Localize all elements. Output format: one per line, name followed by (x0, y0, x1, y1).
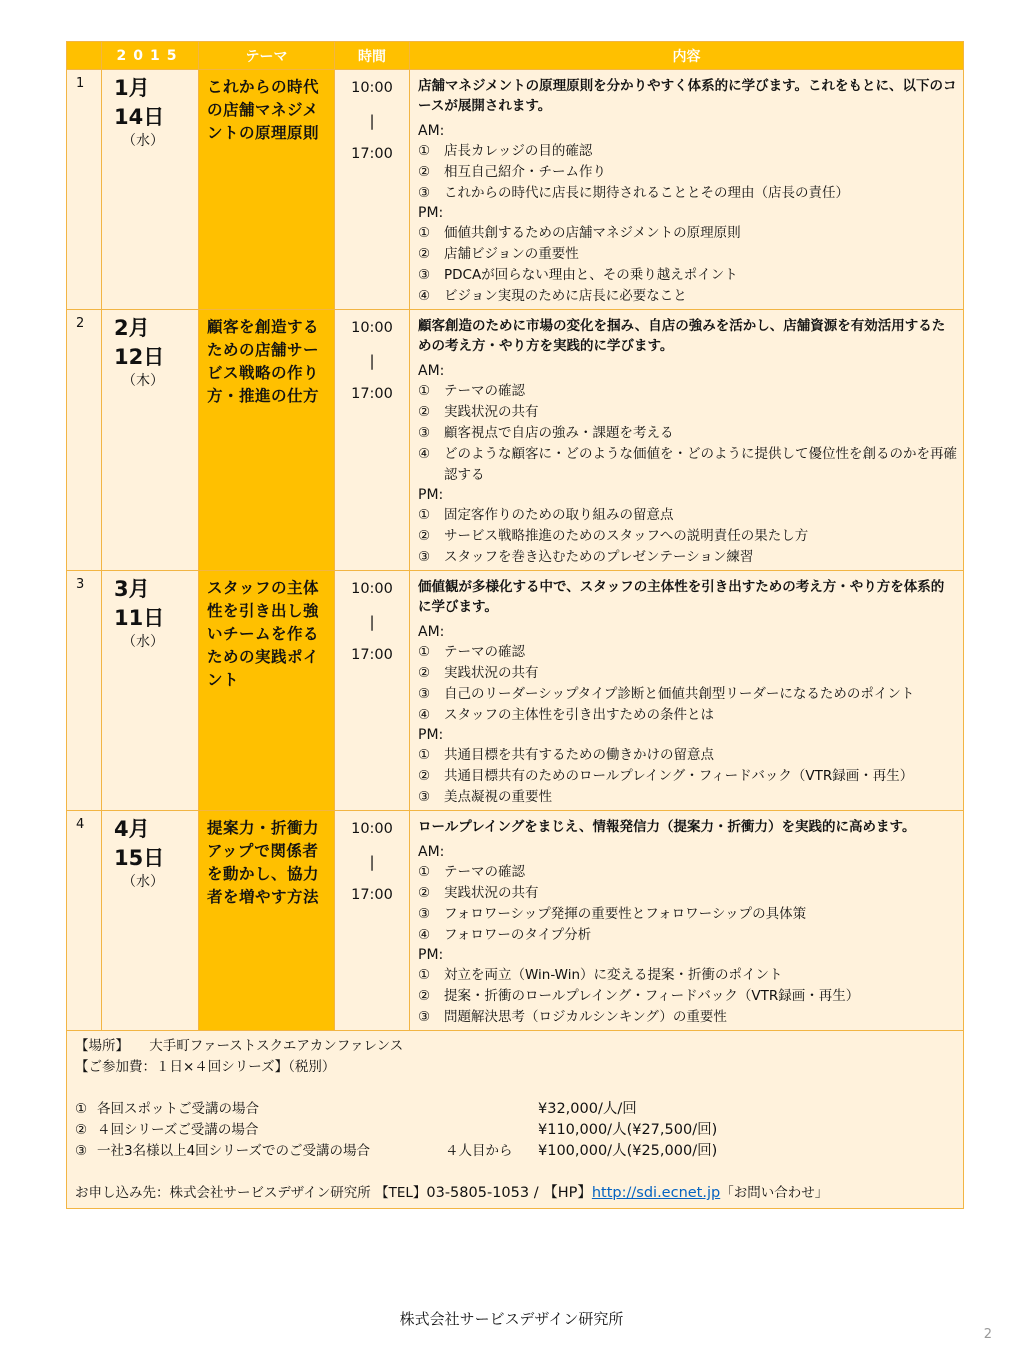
price-value: ¥32,000/人/回 (538, 1101, 637, 1117)
item-text: 相互自己紹介・チーム作り (444, 164, 606, 180)
time-separator: | (369, 112, 375, 130)
item-text: 提案・折衝のロールプレイング・フィードバック（VTR録画・再生） (444, 988, 860, 1004)
item-text: 自己のリーダーシップタイプ診断と価値共創型リーダーになるためのポイント (444, 686, 915, 702)
header-content: 内容 (410, 42, 964, 70)
price-list (75, 1099, 955, 1162)
session-row (67, 70, 964, 310)
session-number: 2 (67, 310, 102, 571)
item-text: 実践状況の共有 (444, 885, 539, 901)
pm-item (418, 265, 957, 286)
item-marker: ③ (418, 1009, 431, 1025)
item-text: 実践状況の共有 (444, 404, 539, 420)
session-content (410, 571, 964, 811)
session-number: 4 (67, 811, 102, 1031)
am-item (418, 141, 957, 162)
pm-label: PM: (418, 487, 444, 503)
header-number-cell (67, 42, 102, 70)
item-marker: ② (418, 988, 431, 1004)
contact-prefix: お申し込み先：株式会社サービスデザイン研究所 【TEL】 (75, 1185, 427, 1201)
item-text: PDCAが回らない理由と、その乗り越えポイント (444, 267, 738, 283)
item-text: 価値共創するための店舗マネジメントの原理原則 (444, 225, 741, 241)
session-number: 1 (67, 70, 102, 310)
session-weekday: （木） (122, 373, 164, 389)
header-time: 時間 (335, 42, 410, 70)
item-marker: ① (418, 143, 431, 159)
price-label: 各回スポットご受講の場合 (97, 1101, 259, 1117)
session-weekday: （水） (122, 634, 164, 650)
pm-item (418, 547, 957, 568)
session-lead: ロールプレイングをまじえ、情報発信力（提案力・折衝力）を実践的に高めます。 (418, 819, 916, 835)
session-date (102, 571, 199, 811)
am-item (418, 705, 957, 726)
session-theme: 提案力・折衝力アップで関係者を動かし、協力者を増やす方法 (199, 811, 335, 1031)
item-text: 店舗ビジョンの重要性 (444, 246, 579, 262)
session-time (335, 811, 410, 1031)
contact-line (75, 1183, 955, 1204)
am-label: AM: (418, 844, 445, 860)
am-item (418, 423, 957, 444)
session-weekday: （水） (122, 874, 164, 890)
session-content (410, 310, 964, 571)
pm-item (418, 286, 957, 307)
contact-suffix: 「お問い合わせ」 (720, 1185, 829, 1201)
pm-item (418, 505, 957, 526)
item-text: 共通目標共有のためのロールプレイング・フィードバック（VTR録画・再生） (444, 768, 914, 784)
session-number: 3 (67, 571, 102, 811)
price-note (445, 1099, 538, 1120)
session-month: 4月 (114, 817, 150, 841)
session-date (102, 70, 199, 310)
price-row (75, 1120, 955, 1141)
session-lead: 店舗マネジメントの原理原則を分かりやすく体系的に学びます。これをもとに、以下のコースが展開されます。 (418, 78, 957, 114)
item-marker: ④ (418, 446, 431, 462)
item-marker: ② (418, 665, 431, 681)
item-marker: ③ (418, 686, 431, 702)
pm-item (418, 965, 957, 986)
item-marker: ② (418, 885, 431, 901)
item-marker: ① (418, 967, 431, 983)
session-lead: 価値観が多様化する中で、スタッフの主体性を引き出すための考え方・やり方を体系的に学びます。 (418, 579, 945, 615)
item-marker: ① (418, 644, 431, 660)
pm-item (418, 526, 957, 547)
session-content (410, 70, 964, 310)
time-end: 17:00 (351, 887, 393, 903)
item-marker: ③ (418, 549, 431, 565)
company-name: 株式会社サービスデザイン研究所 (399, 1310, 624, 1328)
session-weekday: （水） (122, 133, 164, 149)
session-theme: 顧客を創造するための店舗サービス戦略の作り方・推進の仕方 (199, 310, 335, 571)
schedule-table (66, 41, 964, 1209)
item-text: 対立を両立（Win-Win）に変える提案・折衝のポイント (444, 967, 783, 983)
session-row (67, 571, 964, 811)
item-marker: ② (418, 528, 431, 544)
am-item (418, 925, 957, 946)
item-marker: ③ (418, 906, 431, 922)
price-note (445, 1120, 538, 1141)
pm-item (418, 244, 957, 265)
session-day: 15日 (114, 846, 165, 870)
item-text: テーマの確認 (444, 383, 525, 399)
price-value: ¥100,000/人(¥25,000/回) (538, 1143, 718, 1159)
price-marker: ③ (75, 1143, 88, 1159)
am-item (418, 444, 957, 486)
item-text: これからの時代に店長に期待されることとその理由（店長の責任） (444, 185, 849, 201)
am-item (418, 381, 957, 402)
item-text: フォロワーのタイプ分析 (444, 927, 592, 943)
table-header-row (67, 42, 964, 70)
session-day: 12日 (114, 345, 165, 369)
session-month: 2月 (114, 316, 150, 340)
venue-line: 【場所】 大手町ファーストスクエアカンファレンス (75, 1038, 404, 1054)
item-text: 共通目標を共有するための働きかけの留意点 (444, 747, 714, 763)
item-marker: ④ (418, 927, 431, 943)
am-item (418, 642, 957, 663)
item-text: どのような顧客に・どのような価値を・どのように提供して優位性を創るのかを再確認する (444, 446, 957, 483)
item-marker: ③ (418, 267, 431, 283)
time-start: 10:00 (351, 821, 393, 837)
time-end: 17:00 (351, 647, 393, 663)
session-row (67, 310, 964, 571)
item-text: 実践状況の共有 (444, 665, 539, 681)
item-marker: ③ (418, 185, 431, 201)
price-row (75, 1141, 955, 1162)
item-marker: ① (418, 747, 431, 763)
homepage-link[interactable]: http://sdi.ecnet.jp (591, 1185, 721, 1201)
item-text: ビジョン実現のために店長に必要なこと (444, 288, 687, 304)
item-marker: ① (418, 864, 431, 880)
am-label: AM: (418, 624, 445, 640)
page-number: 2 (983, 1327, 992, 1342)
am-item (418, 183, 957, 204)
pm-label: PM: (418, 727, 444, 743)
am-item (418, 402, 957, 423)
pm-item (418, 986, 957, 1007)
item-text: 固定客作りのための取り組みの留意点 (444, 507, 674, 523)
price-value: ¥110,000/人(¥27,500/回) (538, 1122, 718, 1138)
session-theme: これからの時代の店舗マネジメントの原理原則 (199, 70, 335, 310)
item-text: テーマの確認 (444, 644, 525, 660)
item-marker: ③ (418, 425, 431, 441)
item-text: 顧客視点で自店の強み・課題を考える (444, 425, 674, 441)
session-day: 14日 (114, 105, 165, 129)
pm-item (418, 745, 957, 766)
item-marker: ② (418, 164, 431, 180)
time-separator: | (369, 853, 375, 871)
am-item (418, 862, 957, 883)
session-day: 11日 (114, 606, 165, 630)
session-time (335, 310, 410, 571)
item-text: 美点凝視の重要性 (444, 789, 552, 805)
item-text: スタッフの主体性を引き出すための条件とは (444, 707, 714, 723)
info-footer (67, 1031, 964, 1209)
session-month: 3月 (114, 577, 150, 601)
contact-tel: 03-5805-1053 (426, 1185, 530, 1201)
time-start: 10:00 (351, 80, 393, 96)
item-marker: ② (418, 246, 431, 262)
item-marker: ② (418, 768, 431, 784)
price-note: ４人目から (445, 1143, 513, 1159)
price-label: 一社3名様以上4回シリーズでのご受講の場合 (97, 1143, 371, 1159)
pm-label: PM: (418, 205, 444, 221)
time-start: 10:00 (351, 581, 393, 597)
item-marker: ① (418, 383, 431, 399)
am-label: AM: (418, 123, 445, 139)
session-content (410, 811, 964, 1031)
session-date (102, 811, 199, 1031)
time-start: 10:00 (351, 320, 393, 336)
item-marker: ① (418, 225, 431, 241)
price-label: ４回シリーズご受講の場合 (97, 1122, 259, 1138)
price-marker: ① (75, 1101, 88, 1117)
time-separator: | (369, 352, 375, 370)
session-date (102, 310, 199, 571)
item-marker: ② (418, 404, 431, 420)
am-label: AM: (418, 363, 445, 379)
item-text: 問題解決思考（ロジカルシンキング）の重要性 (444, 1009, 727, 1025)
item-marker: ① (418, 507, 431, 523)
item-text: スタッフを巻き込むためのプレゼンテーション練習 (444, 549, 754, 565)
am-item (418, 684, 957, 705)
item-text: テーマの確認 (444, 864, 525, 880)
header-year: 2015 (102, 42, 199, 70)
session-time (335, 70, 410, 310)
am-item (418, 904, 957, 925)
price-row (75, 1099, 955, 1120)
time-end: 17:00 (351, 146, 393, 162)
session-lead: 顧客創造のために市場の変化を掴み、自店の強みを活かし、店舗資源を有効活用するための考え方・やり方を実践的に学びます。 (418, 318, 946, 354)
pm-item (418, 223, 957, 244)
session-time (335, 571, 410, 811)
item-text: フォロワーシップ発揮の重要性とフォロワーシップの具体策 (444, 906, 807, 922)
pm-item (418, 766, 957, 787)
session-row (67, 811, 964, 1031)
time-end: 17:00 (351, 386, 393, 402)
pm-item (418, 1007, 957, 1028)
am-item (418, 883, 957, 904)
price-marker: ② (75, 1122, 88, 1138)
pm-item (418, 787, 957, 808)
item-text: サービス戦略推進のためのスタッフへの説明責任の果たし方 (444, 528, 809, 544)
item-marker: ③ (418, 789, 431, 805)
am-item (418, 663, 957, 684)
am-item (418, 162, 957, 183)
fee-line: 【ご参加費：１日×４回シリーズ】（税別） (75, 1059, 336, 1075)
time-separator: | (369, 613, 375, 631)
header-theme: テーマ (199, 42, 335, 70)
item-text: 店長カレッジの目的確認 (444, 143, 593, 159)
contact-hp-prefix: / 【HP】 (529, 1185, 592, 1201)
session-month: 1月 (114, 76, 150, 100)
item-marker: ④ (418, 288, 431, 304)
item-marker: ④ (418, 707, 431, 723)
pm-label: PM: (418, 947, 444, 963)
session-theme: スタッフの主体性を引き出し強いチームを作るための実践ポイント (199, 571, 335, 811)
